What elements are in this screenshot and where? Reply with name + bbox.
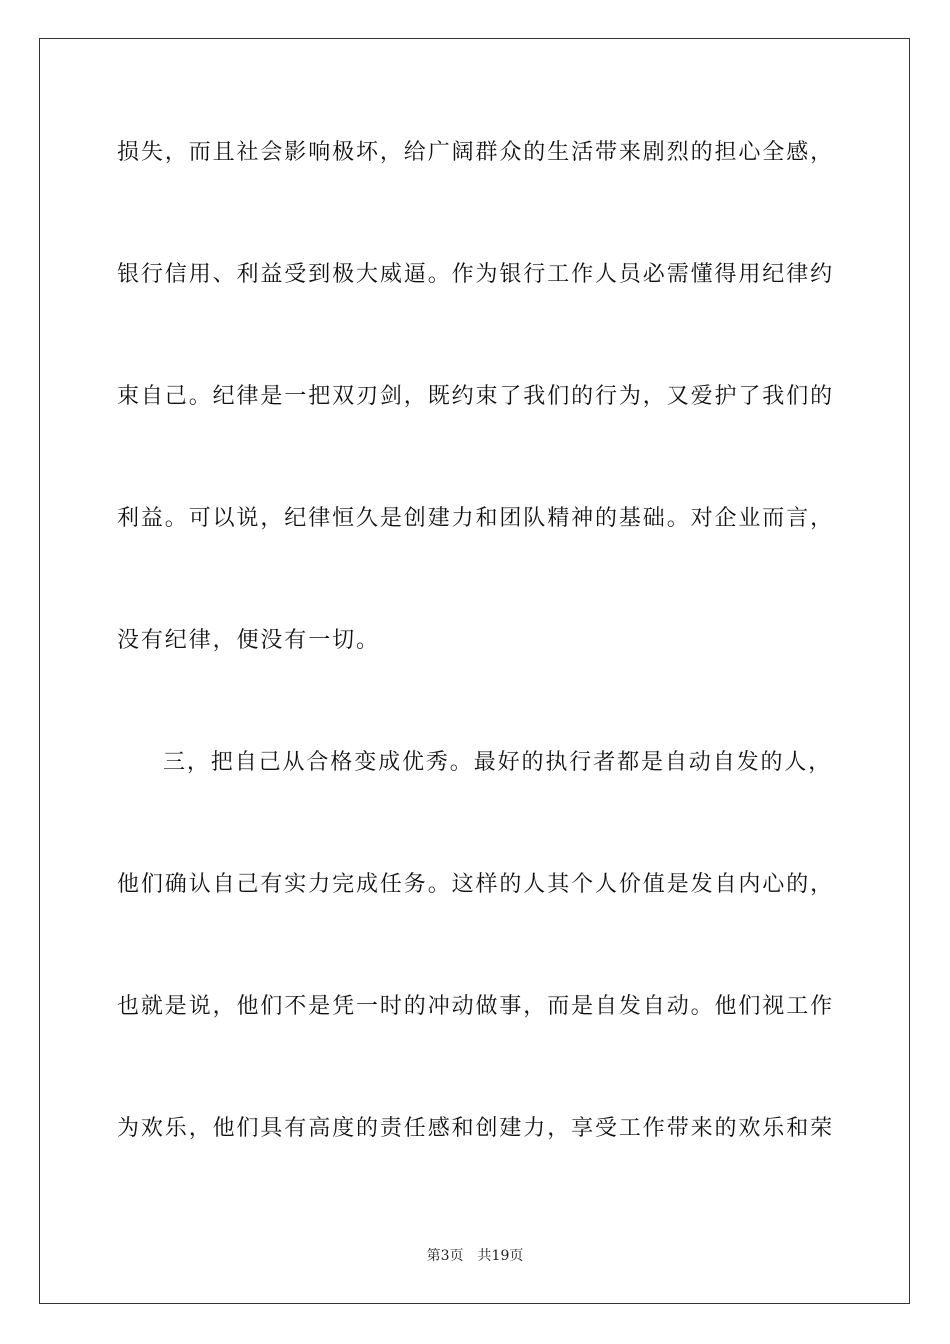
- text-line-1: 损失，而且社会影响极坏，给广阔群众的生活带来剧烈的担心全感，: [117, 140, 835, 165]
- page-footer: [0, 1246, 950, 1266]
- text-line-8: 也就是说，他们不是凭一时的冲动做事，而是自发自动。他们视工作: [117, 994, 835, 1019]
- text-line-5: 没有纪律，便没有一切。: [117, 628, 380, 653]
- page-number: 第3页: [426, 1248, 464, 1264]
- text-line-9: 为欢乐，他们具有高度的责任感和创建力，享受工作带来的欢乐和荣: [117, 1116, 835, 1141]
- paragraph-start-line: 三，把自己从合格变成优秀。最好的执行者都是自动自发的人，: [163, 750, 833, 775]
- page-total: 共19页: [477, 1248, 524, 1264]
- text-line-4: 利益。可以说，纪律恒久是创建力和团队精神的基础。对企业而言，: [117, 506, 835, 531]
- text-line-2: 银行信用、利益受到极大威逼。作为银行工作人员必需懂得用纪律约: [117, 262, 835, 287]
- text-line-7: 他们确认自己有实力完成任务。这样的人其个人价值是发自内心的，: [117, 872, 835, 897]
- text-line-3: 束自己。纪律是一把双刃剑，既约束了我们的行为，又爱护了我们的: [117, 384, 835, 409]
